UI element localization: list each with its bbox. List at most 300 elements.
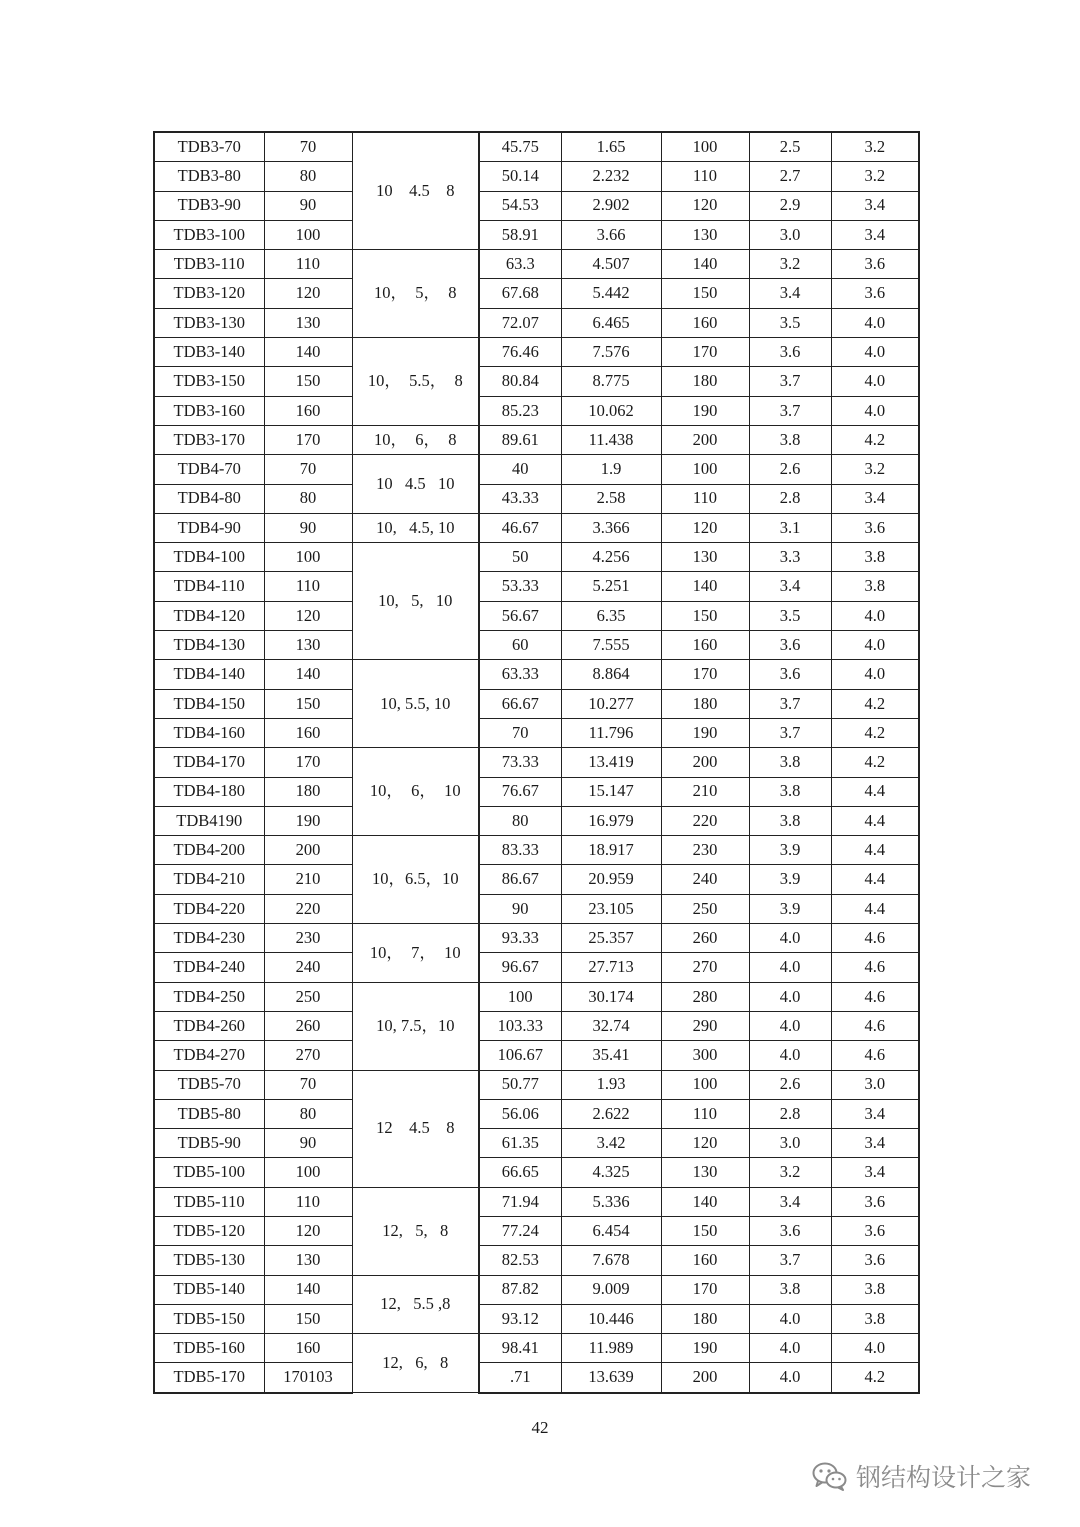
table-cell: 87.82 <box>479 1275 561 1304</box>
table-cell: 6.35 <box>561 601 661 630</box>
table-cell: 120 <box>264 279 352 308</box>
table-cell: TDB5-130 <box>154 1246 264 1275</box>
table-row <box>154 1304 919 1333</box>
table-cell: 4.0 <box>831 308 919 337</box>
table-cell: 98.41 <box>479 1334 561 1363</box>
table-cell: 3.6 <box>749 338 831 367</box>
table-cell: 100 <box>264 1158 352 1187</box>
table-cell: 240 <box>661 865 749 894</box>
table-cell-merged: 10, 7.5，10 <box>352 982 479 1070</box>
table-cell: 73.33 <box>479 748 561 777</box>
table-cell: TDB4-120 <box>154 601 264 630</box>
table-cell: 25.357 <box>561 924 661 953</box>
table-cell: 10.277 <box>561 689 661 718</box>
table-cell: TDB3-80 <box>154 162 264 191</box>
table-cell: TDB4-260 <box>154 1011 264 1040</box>
table-cell: 3.4 <box>749 572 831 601</box>
table-cell: TDB3-120 <box>154 279 264 308</box>
table-cell: 76.46 <box>479 338 561 367</box>
spec-table <box>153 131 920 1394</box>
table-row <box>154 132 919 162</box>
table-cell: 3.8 <box>749 777 831 806</box>
table-cell: TDB4-210 <box>154 865 264 894</box>
table-cell: 4.0 <box>831 338 919 367</box>
table-cell: 70 <box>264 1070 352 1099</box>
table-cell: TDB3-90 <box>154 191 264 220</box>
table-cell: 5.251 <box>561 572 661 601</box>
table-cell: 4.507 <box>561 250 661 279</box>
table-cell: 200 <box>264 836 352 865</box>
table-cell: 130 <box>661 1158 749 1187</box>
table-cell: TDB4-160 <box>154 718 264 747</box>
table-cell-merged: 10，6.5，10 <box>352 836 479 924</box>
table-cell: TDB4-100 <box>154 543 264 572</box>
table-cell: 3.7 <box>749 689 831 718</box>
table-cell: .71 <box>479 1363 561 1393</box>
table-row <box>154 455 919 484</box>
table-cell: 230 <box>264 924 352 953</box>
table-cell: 10.062 <box>561 396 661 425</box>
table-cell: 9.009 <box>561 1275 661 1304</box>
table-cell: 2.902 <box>561 191 661 220</box>
table-cell: TDB4-230 <box>154 924 264 953</box>
table-row <box>154 220 919 249</box>
table-cell: 3.66 <box>561 220 661 249</box>
table-cell: 90 <box>264 513 352 542</box>
table-cell: 70 <box>264 132 352 162</box>
table-cell: 11.438 <box>561 425 661 454</box>
table-cell: 3.2 <box>831 132 919 162</box>
table-row <box>154 367 919 396</box>
table-cell: 170 <box>661 1275 749 1304</box>
table-cell: TDB4-90 <box>154 513 264 542</box>
table-cell: 3.42 <box>561 1129 661 1158</box>
table-cell: TDB5-140 <box>154 1275 264 1304</box>
table-cell: 3.8 <box>831 543 919 572</box>
table-cell-merged: 12, 6, 8 <box>352 1334 479 1393</box>
table-cell: TDB5-100 <box>154 1158 264 1187</box>
table-cell: 2.6 <box>749 455 831 484</box>
table-cell: 30.174 <box>561 982 661 1011</box>
table-cell: 54.53 <box>479 191 561 220</box>
table-cell: 2.8 <box>749 484 831 513</box>
table-cell: 160 <box>661 631 749 660</box>
table-cell: 100 <box>661 1070 749 1099</box>
table-cell: 3.8 <box>749 748 831 777</box>
table-cell: 1.93 <box>561 1070 661 1099</box>
table-row <box>154 660 919 689</box>
table-cell: 66.65 <box>479 1158 561 1187</box>
table-cell-merged: 10， 7， 10 <box>352 924 479 983</box>
table-row <box>154 543 919 572</box>
watermark-text: 钢结构设计之家 <box>856 1463 1032 1492</box>
table-row <box>154 279 919 308</box>
table-cell: 80 <box>264 1099 352 1128</box>
table-cell: 20.959 <box>561 865 661 894</box>
table-cell: 230 <box>661 836 749 865</box>
table-cell: 56.67 <box>479 601 561 630</box>
table-cell: 280 <box>661 982 749 1011</box>
table-row <box>154 1216 919 1245</box>
table-cell: 160 <box>264 1334 352 1363</box>
table-row <box>154 572 919 601</box>
table-cell: 150 <box>264 1304 352 1333</box>
table-cell-merged: 10 4.5 8 <box>352 132 479 250</box>
table-cell: 3.4 <box>831 220 919 249</box>
table-cell: 130 <box>661 220 749 249</box>
table-cell: 3.2 <box>831 162 919 191</box>
table-cell: 56.06 <box>479 1099 561 1128</box>
table-cell: 120 <box>661 513 749 542</box>
table-cell: 250 <box>264 982 352 1011</box>
table-cell: 3.0 <box>831 1070 919 1099</box>
table-cell: 3.6 <box>831 1216 919 1245</box>
table-cell: 170 <box>661 338 749 367</box>
table-cell: 86.67 <box>479 865 561 894</box>
table-cell: 3.2 <box>749 1158 831 1187</box>
table-cell: 100 <box>264 220 352 249</box>
table-cell: 190 <box>661 1334 749 1363</box>
table-cell: 93.33 <box>479 924 561 953</box>
table-cell-merged: 10, 5.5, 10 <box>352 660 479 748</box>
table-cell: 1.9 <box>561 455 661 484</box>
table-cell: TDB4-70 <box>154 455 264 484</box>
table-cell: 4.2 <box>831 1363 919 1393</box>
table-cell: 190 <box>264 806 352 835</box>
table-cell: 4.2 <box>831 425 919 454</box>
table-cell: 4.0 <box>831 396 919 425</box>
table-cell: 58.91 <box>479 220 561 249</box>
table-cell: TDB4-180 <box>154 777 264 806</box>
table-cell: 3.2 <box>831 455 919 484</box>
table-cell: 3.8 <box>831 572 919 601</box>
table-cell: 4.0 <box>831 1334 919 1363</box>
table-cell: 150 <box>661 279 749 308</box>
table-cell: TDB5-80 <box>154 1099 264 1128</box>
table-row <box>154 806 919 835</box>
table-cell: 3.4 <box>831 484 919 513</box>
table-row <box>154 982 919 1011</box>
table-cell-merged: 10， 5.5， 8 <box>352 338 479 426</box>
table-row <box>154 748 919 777</box>
table-cell: 110 <box>264 572 352 601</box>
table-cell: 63.33 <box>479 660 561 689</box>
table-cell: TDB4-220 <box>154 894 264 923</box>
table-row <box>154 250 919 279</box>
table-cell: 3.8 <box>831 1275 919 1304</box>
table-cell: 50 <box>479 543 561 572</box>
table-cell: 4.6 <box>831 982 919 1011</box>
table-cell: 100 <box>479 982 561 1011</box>
table-cell-merged: 10， 5， 8 <box>352 250 479 338</box>
table-cell: 4.0 <box>749 953 831 982</box>
table-cell: 90 <box>479 894 561 923</box>
table-cell: 100 <box>661 455 749 484</box>
table-cell: 3.8 <box>749 806 831 835</box>
table-cell-merged: 10, 4.5, 10 <box>352 513 479 542</box>
table-cell: 180 <box>661 689 749 718</box>
table-cell: 4.6 <box>831 953 919 982</box>
table-cell: 160 <box>661 308 749 337</box>
table-cell: 4.4 <box>831 806 919 835</box>
table-cell: 3.4 <box>749 1187 831 1216</box>
table-row <box>154 162 919 191</box>
table-cell: TDB3-150 <box>154 367 264 396</box>
table-cell: 140 <box>661 1187 749 1216</box>
table-cell: 3.9 <box>749 865 831 894</box>
table-row <box>154 953 919 982</box>
table-row <box>154 396 919 425</box>
table-cell: 240 <box>264 953 352 982</box>
table-cell: 140 <box>264 1275 352 1304</box>
table-cell: 46.67 <box>479 513 561 542</box>
table-cell-merged: 10 4.5 10 <box>352 455 479 514</box>
table-cell: 77.24 <box>479 1216 561 1245</box>
table-cell: 15.147 <box>561 777 661 806</box>
table-cell: 2.7 <box>749 162 831 191</box>
table-row <box>154 513 919 542</box>
table-cell: 220 <box>661 806 749 835</box>
table-cell: 76.67 <box>479 777 561 806</box>
table-cell: 140 <box>661 250 749 279</box>
table-cell: 85.23 <box>479 396 561 425</box>
table-cell: 8.864 <box>561 660 661 689</box>
table-cell: 63.3 <box>479 250 561 279</box>
table-cell: 140 <box>264 660 352 689</box>
table-cell: 3.6 <box>831 513 919 542</box>
table-cell: 160 <box>264 396 352 425</box>
table-cell-merged: 12, 5, 8 <box>352 1187 479 1275</box>
table-cell: 3.0 <box>749 1129 831 1158</box>
table-cell: 2.5 <box>749 132 831 162</box>
table-cell: 190 <box>661 396 749 425</box>
table-row <box>154 836 919 865</box>
table-row <box>154 689 919 718</box>
table-cell: TDB5-160 <box>154 1334 264 1363</box>
table-row <box>154 1011 919 1040</box>
table-cell: 110 <box>264 250 352 279</box>
table-cell: 3.8 <box>831 1304 919 1333</box>
table-cell: 2.58 <box>561 484 661 513</box>
page-number: 42 <box>531 1418 549 1437</box>
table-cell: TDB3-100 <box>154 220 264 249</box>
table-cell: 100 <box>264 543 352 572</box>
table-cell: 4.4 <box>831 865 919 894</box>
table-cell: TDB5-150 <box>154 1304 264 1333</box>
table-cell-merged: 10， 6， 10 <box>352 748 479 836</box>
table-cell: TDB4-170 <box>154 748 264 777</box>
table-cell: 11.796 <box>561 718 661 747</box>
table-cell: 3.4 <box>831 1099 919 1128</box>
table-cell: TDB4-130 <box>154 631 264 660</box>
table-cell: 4.0 <box>831 631 919 660</box>
table-cell-merged: 12, 5.5 ,8 <box>352 1275 479 1334</box>
table-cell: 3.6 <box>831 279 919 308</box>
table-cell: 4.0 <box>749 1041 831 1070</box>
table-cell: 82.53 <box>479 1246 561 1275</box>
table-row <box>154 601 919 630</box>
table-cell: 61.35 <box>479 1129 561 1158</box>
table-cell: 270 <box>661 953 749 982</box>
table-cell: 6.465 <box>561 308 661 337</box>
table-cell: 11.989 <box>561 1334 661 1363</box>
table-cell: 4.2 <box>831 748 919 777</box>
table-cell: 5.442 <box>561 279 661 308</box>
table-cell: 96.67 <box>479 953 561 982</box>
table-cell: 3.8 <box>749 425 831 454</box>
table-cell: 80 <box>264 162 352 191</box>
table-cell: 110 <box>264 1187 352 1216</box>
table-cell: 180 <box>661 367 749 396</box>
table-cell: 7.576 <box>561 338 661 367</box>
table-cell: 4.4 <box>831 894 919 923</box>
table-cell: 190 <box>661 718 749 747</box>
table-cell: 200 <box>661 748 749 777</box>
table-cell: 2.8 <box>749 1099 831 1128</box>
table-cell: 170103 <box>264 1363 352 1393</box>
table-cell: 3.3 <box>749 543 831 572</box>
table-cell: 130 <box>264 308 352 337</box>
table-row <box>154 308 919 337</box>
table-cell: 16.979 <box>561 806 661 835</box>
table-cell: 290 <box>661 1011 749 1040</box>
table-cell: 3.6 <box>831 1246 919 1275</box>
table-cell: 13.419 <box>561 748 661 777</box>
table-cell: 23.105 <box>561 894 661 923</box>
table-cell: TDB5-90 <box>154 1129 264 1158</box>
table-cell: 2.622 <box>561 1099 661 1128</box>
table-cell: 150 <box>661 601 749 630</box>
table-cell: TDB4-200 <box>154 836 264 865</box>
table-cell: 4.0 <box>831 367 919 396</box>
table-cell: TDB5-120 <box>154 1216 264 1245</box>
table-cell: 8.775 <box>561 367 661 396</box>
table-cell: 18.917 <box>561 836 661 865</box>
table-cell: TDB5-70 <box>154 1070 264 1099</box>
table-cell: 7.555 <box>561 631 661 660</box>
table-cell: 3.9 <box>749 836 831 865</box>
table-row <box>154 777 919 806</box>
table-cell: 3.366 <box>561 513 661 542</box>
table-cell: 3.6 <box>831 250 919 279</box>
table-cell: TDB4-270 <box>154 1041 264 1070</box>
table-cell: 3.8 <box>749 1275 831 1304</box>
table-cell: 10.446 <box>561 1304 661 1333</box>
table-cell: 2.9 <box>749 191 831 220</box>
table-cell: 4.0 <box>749 1334 831 1363</box>
table-cell: 200 <box>661 1363 749 1393</box>
table-cell: 120 <box>661 1129 749 1158</box>
table-cell: 3.7 <box>749 1246 831 1275</box>
table-cell: 150 <box>264 367 352 396</box>
table-row <box>154 718 919 747</box>
table-cell: TDB3-130 <box>154 308 264 337</box>
table-cell: 4.0 <box>831 660 919 689</box>
table-cell: 80 <box>264 484 352 513</box>
table-cell: 150 <box>264 689 352 718</box>
table-row <box>154 1275 919 1304</box>
table-row <box>154 191 919 220</box>
table-cell: TDB4-110 <box>154 572 264 601</box>
table-cell: 40 <box>479 455 561 484</box>
table-cell: 90 <box>264 1129 352 1158</box>
table-cell-merged: 10, 5, 10 <box>352 543 479 660</box>
table-cell: 160 <box>661 1246 749 1275</box>
table-cell: 3.5 <box>749 308 831 337</box>
table-cell: TDB3-160 <box>154 396 264 425</box>
table-cell: 3.2 <box>749 250 831 279</box>
wechat-icon <box>812 1461 848 1491</box>
table-cell: 50.77 <box>479 1070 561 1099</box>
table-row <box>154 484 919 513</box>
table-cell: 100 <box>661 132 749 162</box>
table-cell: 3.4 <box>831 191 919 220</box>
table-cell: 4.4 <box>831 836 919 865</box>
table-cell: 180 <box>661 1304 749 1333</box>
table-cell: 130 <box>661 543 749 572</box>
table-cell: 32.74 <box>561 1011 661 1040</box>
table-cell: 1.65 <box>561 132 661 162</box>
table-row <box>154 1041 919 1070</box>
table-cell: 120 <box>661 191 749 220</box>
table-cell: 3.6 <box>749 660 831 689</box>
table-cell: 200 <box>661 425 749 454</box>
table-cell: 93.12 <box>479 1304 561 1333</box>
table-cell: 53.33 <box>479 572 561 601</box>
table-cell: 110 <box>661 1099 749 1128</box>
table-cell: 3.9 <box>749 894 831 923</box>
spec-table-body <box>154 132 919 1393</box>
table-cell: 7.678 <box>561 1246 661 1275</box>
table-cell: 66.67 <box>479 689 561 718</box>
table-cell: 5.336 <box>561 1187 661 1216</box>
table-cell: 2.232 <box>561 162 661 191</box>
table-cell: 300 <box>661 1041 749 1070</box>
table-cell: 4.0 <box>749 924 831 953</box>
table-cell: 260 <box>264 1011 352 1040</box>
table-cell: 210 <box>264 865 352 894</box>
table-row <box>154 894 919 923</box>
table-row <box>154 1334 919 1363</box>
table-cell: 45.75 <box>479 132 561 162</box>
table-row <box>154 1070 919 1099</box>
table-cell: 210 <box>661 777 749 806</box>
table-cell: 106.67 <box>479 1041 561 1070</box>
table-cell: TDB4-150 <box>154 689 264 718</box>
watermark <box>812 1456 1031 1496</box>
table-cell: 43.33 <box>479 484 561 513</box>
table-cell: 83.33 <box>479 836 561 865</box>
table-cell: 170 <box>264 425 352 454</box>
table-cell: TDB4190 <box>154 806 264 835</box>
table-cell: TDB4-80 <box>154 484 264 513</box>
table-cell: 170 <box>264 748 352 777</box>
table-cell: 3.4 <box>749 279 831 308</box>
table-cell: 170 <box>661 660 749 689</box>
table-cell-merged: 10， 6， 8 <box>352 425 479 454</box>
table-cell: 89.61 <box>479 425 561 454</box>
table-cell: 3.0 <box>749 220 831 249</box>
table-cell: 4.0 <box>831 601 919 630</box>
table-cell: 4.4 <box>831 777 919 806</box>
table-cell: 4.6 <box>831 1041 919 1070</box>
table-cell: TDB5-110 <box>154 1187 264 1216</box>
table-cell-merged: 12 4.5 8 <box>352 1070 479 1187</box>
table-cell: 103.33 <box>479 1011 561 1040</box>
table-cell: 130 <box>264 1246 352 1275</box>
table-cell: 3.6 <box>749 1216 831 1245</box>
table-cell: 260 <box>661 924 749 953</box>
